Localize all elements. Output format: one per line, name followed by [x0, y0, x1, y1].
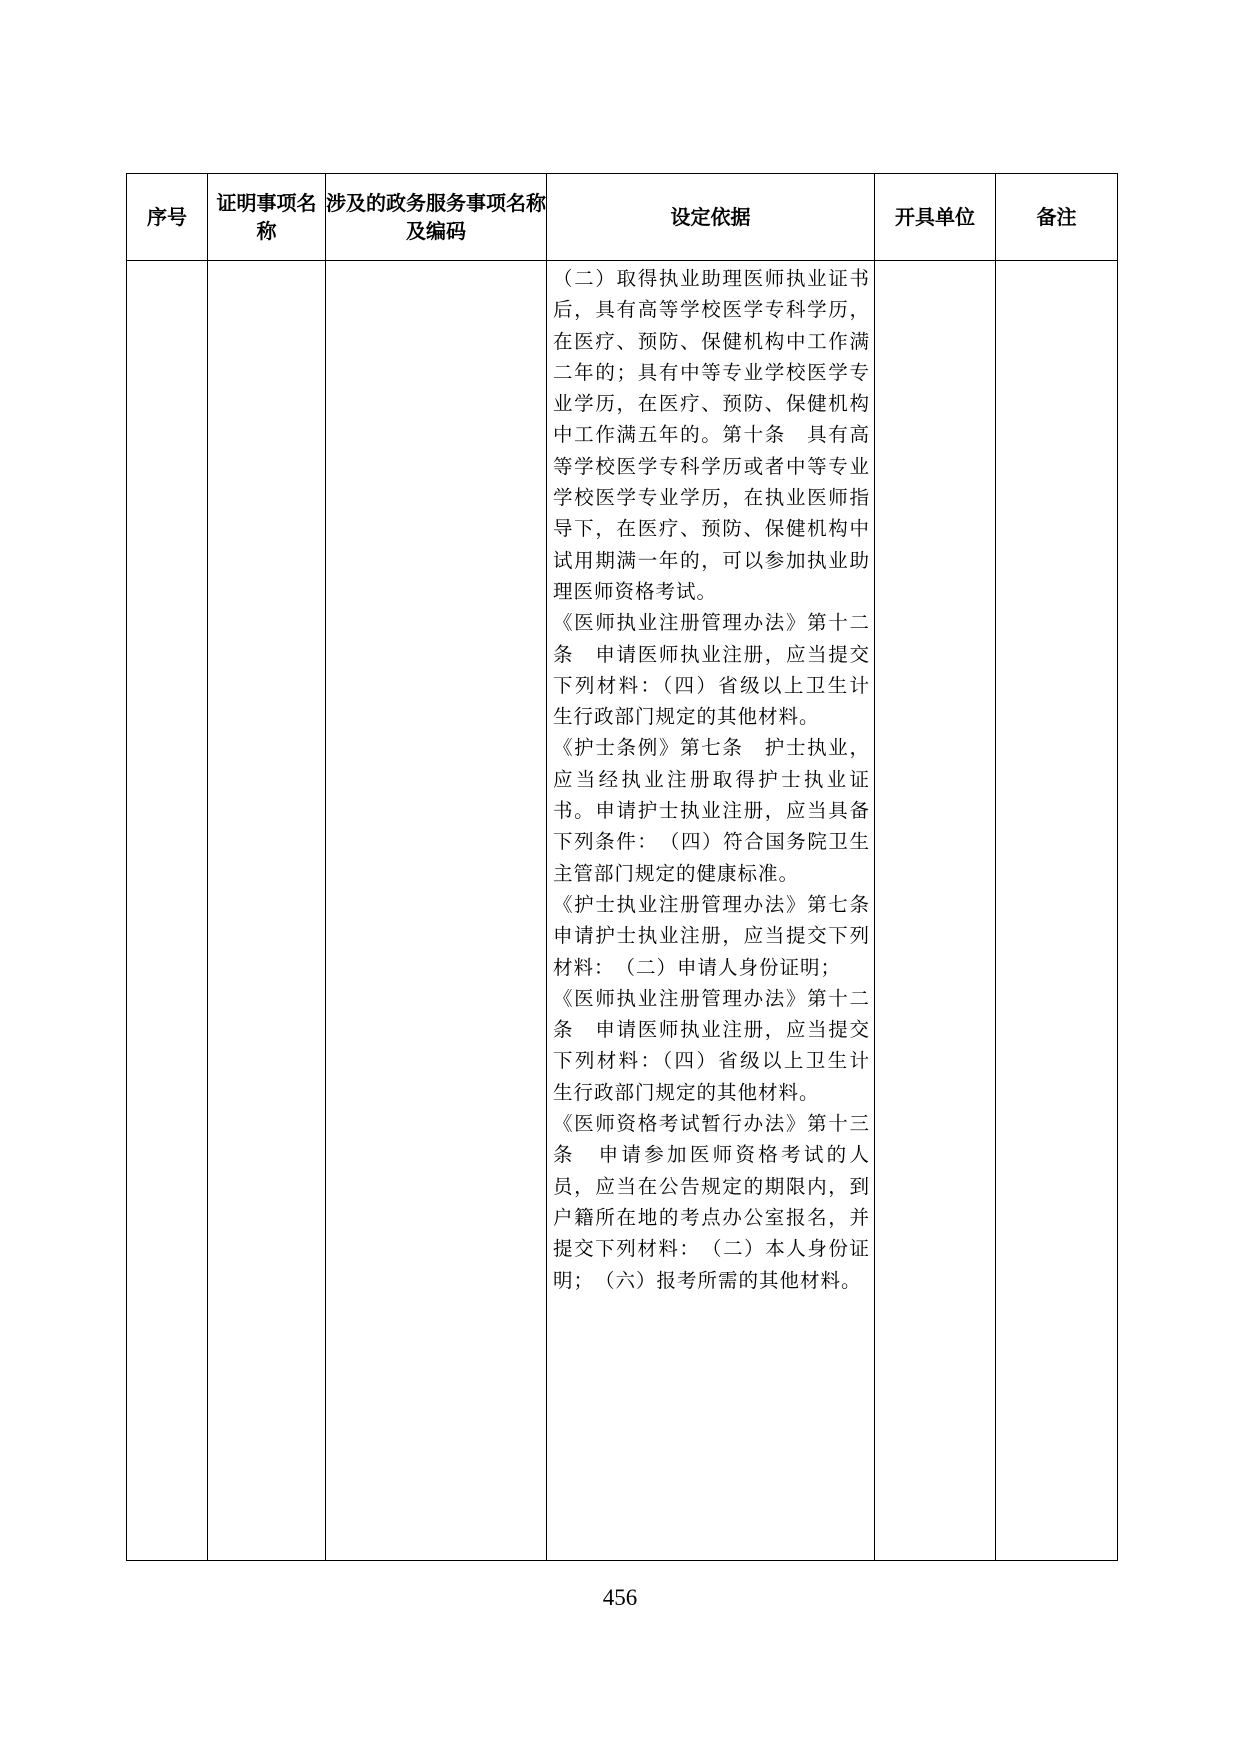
header-cert-name: 证明事项名称	[208, 174, 326, 261]
basis-paragraph: （二）取得执业助理医师执业证书后，具有高等学校医学专科学历，在医疗、预防、保健机构中工作满二年的；具有中等专业学校医学专业学历，在医疗、预防、保健机构中工作满五年的。第十条 具有高等学校医学专科学历或者中等专业学校医学专业学历，在执业医师指导下，在医疗、预防、保健机构中试用期满一年的，可以参加执业助理医师资格考试。	[553, 267, 870, 603]
cell-issuer	[875, 261, 996, 1561]
cell-cert-name	[208, 261, 326, 1561]
table-header-row	[127, 174, 1118, 261]
basis-paragraph: 《护士条例》第七条 护士执业，应当经执业注册取得护士执业证书。申请护士执业注册，应当具备下列条件： （四）符合国务院卫生主管部门规定的健康标准。	[553, 736, 870, 885]
header-remark: 备注	[996, 174, 1118, 261]
header-seq: 序号	[127, 174, 208, 261]
page-number: 456	[602, 1585, 638, 1610]
header-issuer: 开具单位	[875, 174, 996, 261]
table-row	[127, 261, 1118, 1561]
basis-paragraph: 《医师执业注册管理办法》第十二条 申请医师执业注册，应当提交下列材料：（四）省级以上卫生计生行政部门规定的其他材料。	[553, 986, 870, 1104]
header-basis: 设定依据	[547, 174, 875, 261]
basis-paragraph: 《医师资格考试暂行办法》第十三条 申请参加医师资格考试的人员，应当在公告规定的期限内，到户籍所在地的考点办公室报名，并提交下列材料： （二）本人身份证明； （六）报考所需的其他材料。	[553, 1112, 870, 1292]
cell-service-name	[326, 261, 547, 1561]
basis-paragraph: 《护士执业注册管理办法》第七条 申请护士执业注册，应当提交下列材料： （二）申请人身份证明；	[553, 892, 891, 979]
certification-table	[126, 173, 1118, 1561]
cell-basis	[547, 261, 891, 1561]
basis-paragraph: 《医师执业注册管理办法》第十二条 申请医师执业注册，应当提交下列材料：（四）省级以上卫生计生行政部门规定的其他材料。	[553, 611, 870, 729]
cell-remark	[996, 261, 1118, 1561]
cell-seq	[127, 261, 208, 1561]
header-service-name: 涉及的政务服务事项名称及编码	[326, 174, 547, 261]
